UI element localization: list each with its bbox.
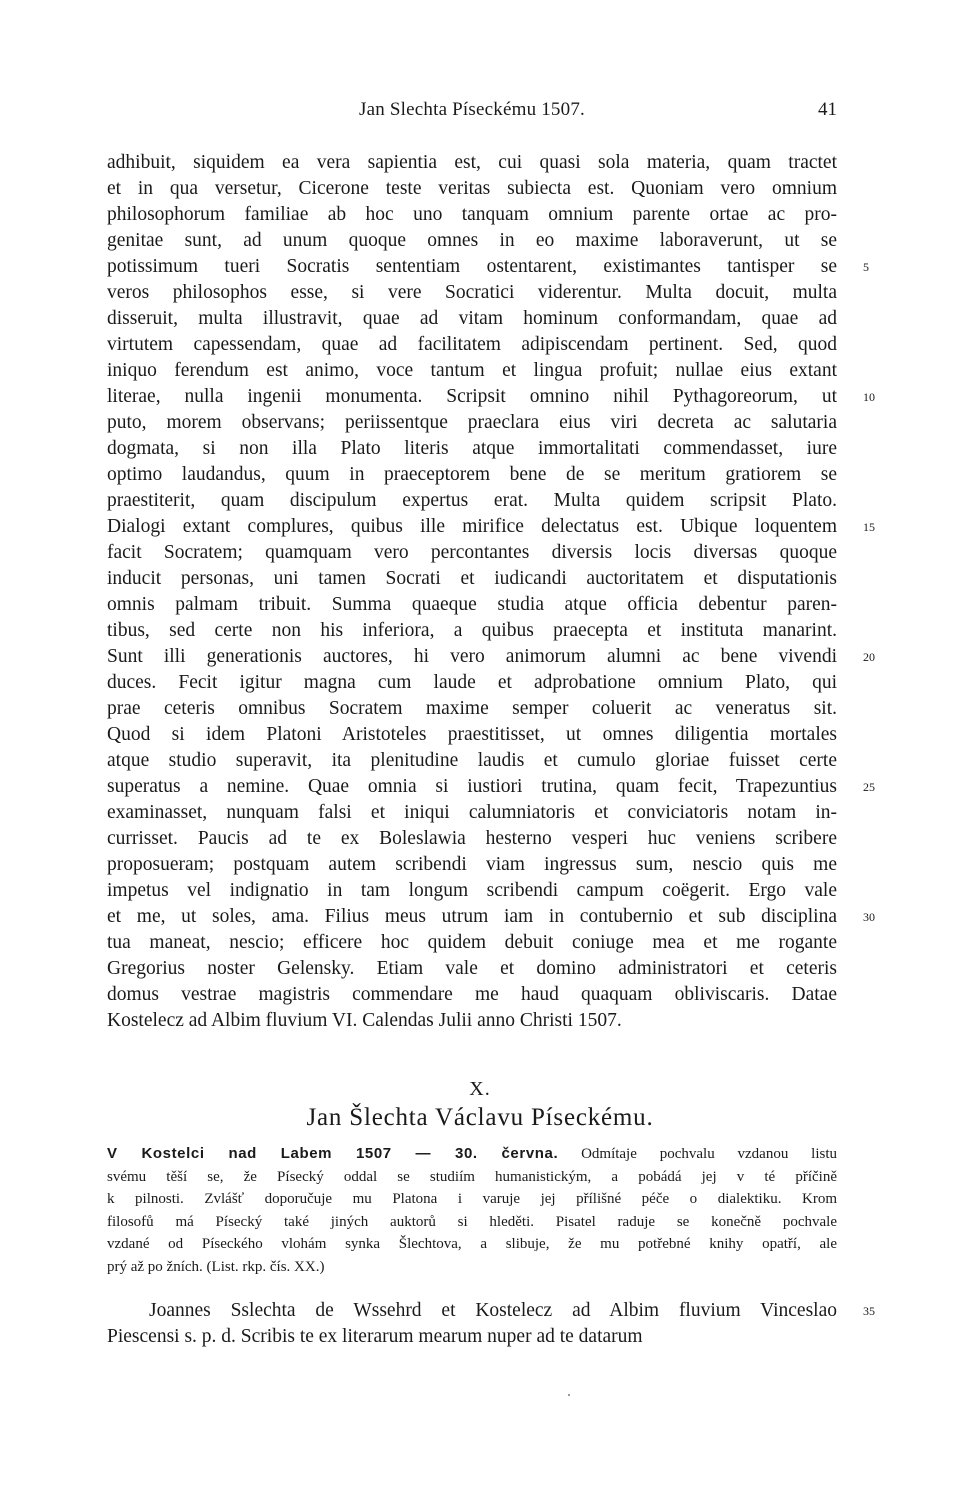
- text-line: Piescensi s. p. d. Scribis te ex literarum mearum nuper ad te datarum: [107, 1326, 643, 1347]
- text-line: currisset. Paucis ad te ex Boleslawia hesterno vesperi huc veniens scribere: [107, 828, 837, 849]
- text-line: inducit personas, uni tamen Socrati et iudicandi auctoritatem et disputationis: [107, 568, 837, 589]
- text-line: tua maneat, nescio; efficere hoc quidem debuit coniuge mea et me rogante: [107, 932, 837, 953]
- text-line: Kostelecz ad Albim fluvium VI. Calendas Julii anno Christi 1507.: [107, 1010, 622, 1031]
- text-line: iniquo ferendum est animo, voce tantum et lingua profuit; nullae eius extant: [107, 360, 837, 381]
- line-number: 25: [863, 780, 875, 794]
- summary-line: k pilnosti. Zvlášť doporučuje mu Platona i varuje jej přílišné péče o dialektiku. Krom: [107, 1191, 837, 1207]
- text-line: superatus a nemine. Quae omnia si iustiori trutina, quam fecit, Trapezuntius 25: [107, 774, 837, 800]
- running-head: [107, 99, 837, 123]
- letter-text: [107, 1298, 875, 1350]
- text-line: examinasset, nunquam falsi et iniqui calumniatoris et conviciatoris notam in-: [107, 802, 837, 823]
- text-line: duces. Fecit igitur magna cum laude et adprobatione omnium Plato, qui: [107, 672, 837, 693]
- text-line: facit Socratem; quamquam vero percontantes diversis locis diversas quoque: [107, 542, 837, 563]
- text-line: disseruit, multa illustravit, quae ad vitam hominum conformandam, quae ad: [107, 308, 837, 329]
- text-line: Quod si idem Platoni Aristoteles praestitisset, ut omnes diligentia mortales: [107, 724, 837, 745]
- text-line: potissimum tueri Socratis sententiam ostentarent, existimantes tantisper se 5: [107, 254, 837, 280]
- text-line: Dialogi extant complures, quibus ille mirifice delectatus est. Ubique loquentem 15: [107, 514, 837, 540]
- text-line: Sunt illi generationis auctores, hi vero animorum alumni ac bene vivendi 20: [107, 644, 837, 670]
- text-line: et in qua versetur, Cicerone teste veritas subiecta est. Quoniam vero omnium: [107, 178, 837, 199]
- text-line: tibus, sed certe non his inferiora, a quibus praecepta et instituta manarint.: [107, 620, 837, 641]
- line-number: 30: [863, 910, 875, 924]
- text-line: Joannes Sslechta de Wssehrd et Kostelecz ad Albim fluvium Vinceslao 35: [107, 1298, 837, 1324]
- text-line: Gregorius noster Gelensky. Etiam vale et domino administratori et ceteris: [107, 958, 837, 979]
- line-number: 35: [863, 1304, 875, 1318]
- text-line: domus vestrae magistris commendare me haud quaquam obliviscaris. Datae: [107, 984, 837, 1005]
- text-line: prae ceteris omnibus Socratem maxime semper coluerit ac veneratus sit.: [107, 698, 837, 719]
- section-title: Jan Šlechta Václavu Píseckému.: [306, 1104, 654, 1131]
- text-line: dogmata, si non illa Plato literis atque immortalitati commendasset, iure: [107, 438, 837, 459]
- text-line: genitae sunt, ad unum quoque omnes in eo maxime laboraverunt, ut se: [107, 230, 837, 251]
- running-title: Jan Slechta Píseckému 1507.: [359, 99, 585, 120]
- text-line: proposueram; postquam autem scribendi viam ingressus sum, nescio quis me: [107, 854, 837, 875]
- summary-line: filosofů má Písecký také jiných auktorů si hleděti. Pisatel raduje se konečně pochvale: [107, 1213, 837, 1230]
- line-number: 15: [863, 520, 875, 534]
- text-line: literae, nulla ingenii monumenta. Scripsit omnino nihil Pythagoreorum, ut 10: [107, 384, 837, 410]
- text-line: impetus vel indignatio in tam longum scribendi campum coëgerit. Ergo vale: [107, 880, 837, 901]
- summary-line: prý až po žních. (List. rkp. čís. XX.): [107, 1258, 325, 1275]
- text-line: optimo laudandus, quum in praeceptorem bene de se meritum gratiorem se: [107, 464, 837, 485]
- summary-line: V Kostelci nad Labem 1507 — 30. června. Odmítaje pochvalu vzdanou listu: [107, 1145, 837, 1162]
- page-number: 41: [818, 99, 837, 120]
- section-numeral: X.: [469, 1078, 491, 1100]
- summary-heading: V Kostelci nad Labem 1507 — 30. června.: [107, 1145, 559, 1162]
- body-text: [107, 150, 875, 1034]
- letter-summary: [107, 1143, 837, 1278]
- text-line: philosophorum familiae ab hoc uno tanquam omnium parente ortae ac pro-: [107, 204, 837, 225]
- print-speck: [568, 1394, 570, 1396]
- line-number: 5: [863, 260, 869, 274]
- line-number: 20: [863, 650, 875, 664]
- summary-line: svému těší se, že Písecký oddal se studiím humanistickým, a pobádá jej v té příčině: [107, 1168, 837, 1185]
- summary-line: vzdané od Píseckého vlohám synka Šlechtova, a slibuje, že mu potřebné knihy opatří, ale: [107, 1236, 837, 1252]
- text-line: adhibuit, siquidem ea vera sapientia est, cui quasi sola materia, quam tractet: [107, 152, 837, 173]
- line-number: 10: [863, 390, 875, 404]
- text-line: virtutem capessendam, quae ad facilitatem adipiscendam pertinent. Sed, quod: [107, 334, 837, 355]
- text-line: omnis palmam tribuit. Summa quaeque studia atque officia debentur paren-: [107, 594, 837, 615]
- text-line: atque studio superavit, ita plenitudine laudis et cumulo gloriae fuisset certe: [107, 750, 837, 771]
- text-line: puto, morem observans; periissentque praeclara eius viri decreta ac salutaria: [107, 412, 837, 433]
- text-line: veros philosophos esse, si vere Socratici viderentur. Multa docuit, multa: [107, 282, 837, 303]
- text-line: praestiterit, quam discipulum expertus erat. Multa quidem scripsit Plato.: [107, 490, 837, 511]
- text-line: et me, ut soles, ama. Filius meus utrum iam in contubernio et sub disciplina 30: [107, 904, 837, 930]
